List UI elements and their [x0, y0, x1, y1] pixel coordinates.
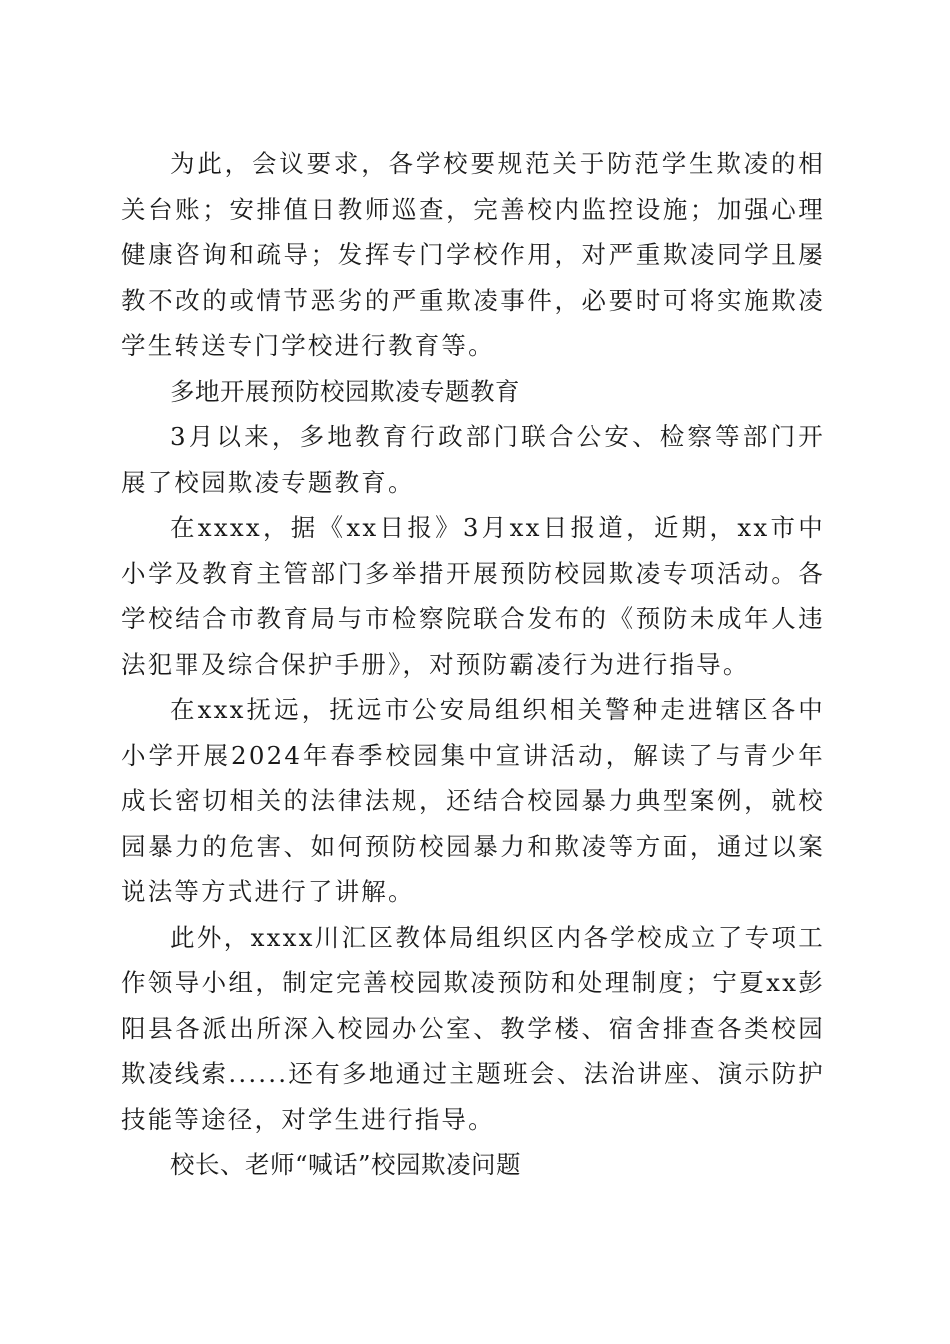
document-body — [121, 141, 825, 1188]
subheading-principals-teachers: 校长、老师“喊话”校园欺凌问题 — [170, 1150, 522, 1179]
subheading-special-education: 多地开展预防校园欺凌专题教育 — [170, 376, 520, 406]
paragraph-since-march: 3月以来，多地教育行政部门联合公安、检察等部门开展了校园欺凌专题教育。 — [121, 422, 825, 497]
paragraph-chuanhui: 此外，xxxx川汇区教体局组织区内各学校成立了专项工作领导小组，制定完善校园欺凌预防和处理制度；宁夏xx彭阳县各派出所深入校园办公室、教学楼、宿舍排查各类校园欺凌线索......还有多地通过主题班会、法治讲座、演示防护技能等途径，对学生进行指导。 — [121, 922, 825, 1134]
paragraph-meeting-requirements: 为此，会议要求，各学校要规范关于防范学生欺凌的相关台账；安排值日教师巡查，完善校内监控设施；加强心理健康咨询和疏导；发挥专门学校作用，对严重欺凌同学且屡教不改的或情节恶劣的严重欺凌事件，必要时可将实施欺凌学生转送专门学校进行教育等。 — [121, 149, 825, 360]
paragraph-fuyuan: 在xxx抚远，抚远市公安局组织相关警种走进辖区各中小学开展2024年春季校园集中宣讲活动，解读了与青少年成长密切相关的法律法规，还结合校园暴力典型案例，就校园暴力的危害、如何预防校园暴力和欺凌等方面，通过以案说法等方式进行了讲解。 — [121, 695, 825, 906]
paragraph-daily-report: 在xxxx，据《xx日报》3月xx日报道，近期，xx市中小学及教育主管部门多举措开展预防校园欺凌专项活动。各学校结合市教育局与市检察院联合发布的《预防未成年人违法犯罪及综合保护手册》，对预防霸凌行为进行指导。 — [121, 513, 825, 679]
